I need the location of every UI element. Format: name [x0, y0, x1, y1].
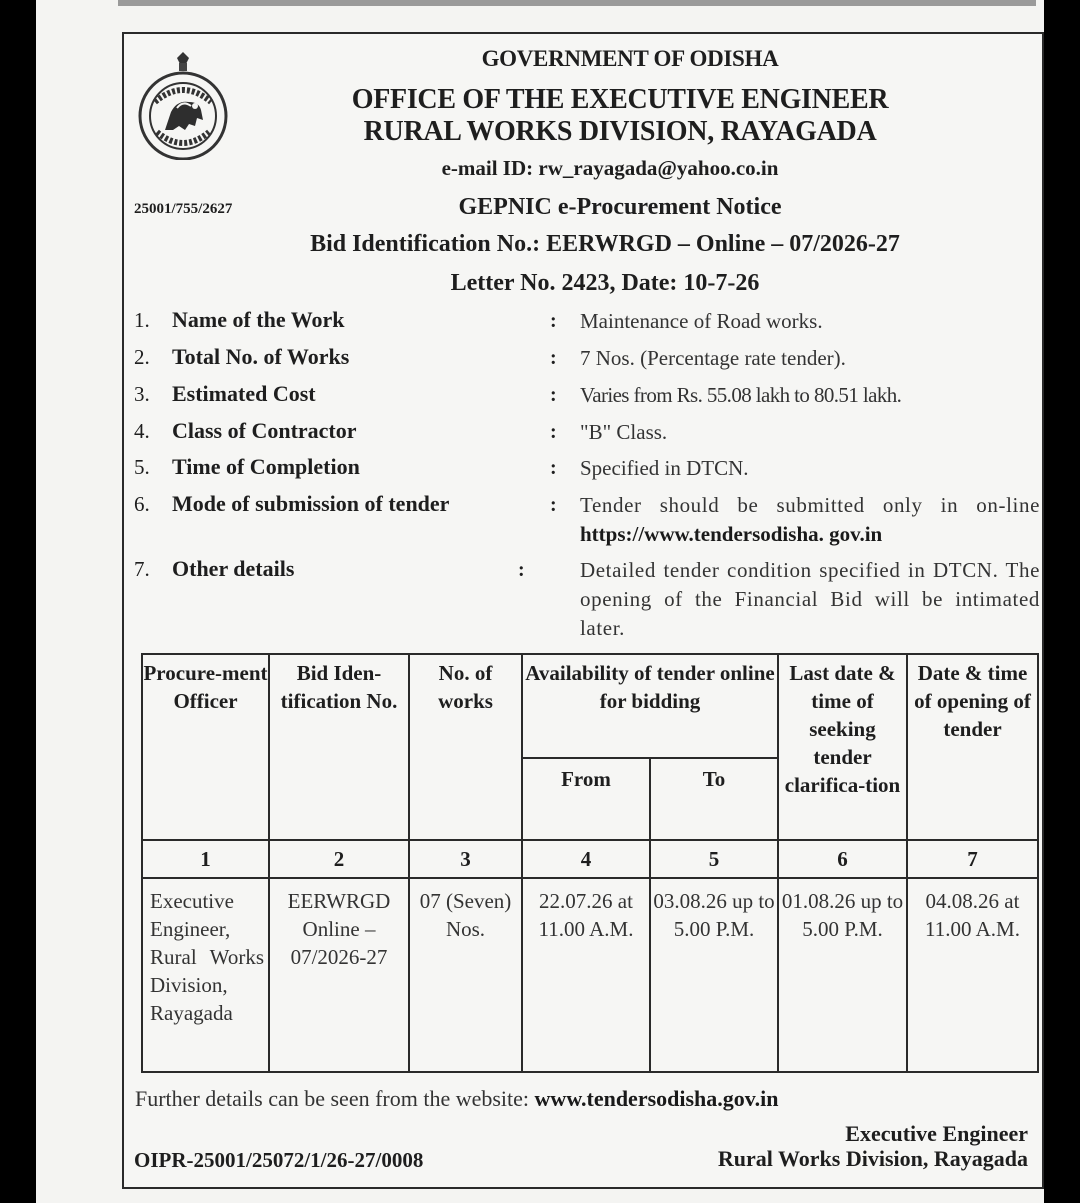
notice-title: GEPNIC e-Procurement Notice	[458, 194, 782, 220]
column-header-to: To	[650, 758, 778, 840]
item-label: Class of Contractor	[172, 418, 357, 443]
item-value: 7 Nos. (Percentage rate tender).	[580, 346, 846, 370]
previous-page-edge	[118, 0, 1036, 6]
item-number: 6.	[134, 492, 150, 516]
item-label: Other details	[172, 556, 295, 581]
item-colon: :	[550, 421, 557, 443]
government-heading: GOVERNMENT OF ODISHA	[481, 46, 779, 71]
column-header-bid-id: Bid Iden-tification No.	[269, 654, 409, 840]
cell-last-date: 01.08.26 up to 5.00 P.M.	[778, 878, 907, 1072]
item-number: 7.	[134, 557, 150, 581]
column-header-officer: Procure-ment Officer	[142, 654, 269, 840]
item-colon: :	[550, 457, 557, 479]
column-header-last-date: Last date & time of seeking tender clarifica-tion	[778, 654, 907, 840]
tender-website-link[interactable]: https://www.tendersodisha. gov.in	[580, 522, 883, 546]
column-header-opening: Date & time of opening of tender	[907, 654, 1038, 840]
item-number: 2.	[134, 345, 150, 369]
column-number-row	[142, 840, 1038, 878]
oipr-number: OIPR-25001/25072/1/26-27/0008	[134, 1148, 424, 1172]
column-header-works: No. of works	[409, 654, 522, 840]
cell-from: 22.07.26 at 11.00 A.M.	[522, 878, 650, 1072]
column-header-from: From	[522, 758, 650, 840]
column-number: 2	[269, 840, 409, 878]
item-number: 3.	[134, 382, 150, 406]
column-number: 1	[142, 840, 269, 878]
cell-opening: 04.08.26 at 11.00 A.M.	[907, 878, 1038, 1072]
item-label: Mode of submission of tender	[172, 491, 450, 516]
item-colon: :	[550, 494, 557, 516]
column-number: 7	[907, 840, 1038, 878]
tender-notice	[122, 32, 1044, 1189]
column-number: 4	[522, 840, 650, 878]
office-heading: OFFICE OF THE EXECUTIVE ENGINEER	[351, 84, 889, 115]
item-label: Estimated Cost	[172, 381, 316, 406]
item-value: Varies from Rs. 55.08 lakh to 80.51 lakh.	[580, 383, 902, 407]
item-colon: :	[550, 347, 557, 369]
division-heading: RURAL WORKS DIVISION, RAYAGADA	[363, 116, 877, 147]
column-header-availability: Availability of tender online for bidding	[522, 654, 778, 758]
item-value: Maintenance of Road works.	[580, 309, 823, 333]
footer-website-link[interactable]: www.tendersodisha.gov.in	[534, 1086, 779, 1111]
letter-number: Letter No. 2423, Date: 10-7-26	[450, 270, 760, 296]
signatory-title: Executive Engineer	[845, 1121, 1028, 1146]
item-label: Total No. of Works	[172, 344, 350, 369]
table-row	[142, 878, 1038, 1072]
tender-schedule-table	[141, 653, 1039, 1073]
item-colon: :	[550, 384, 557, 406]
cell-officer: Executive Engineer, Rural Works Division, Rayagada	[142, 878, 269, 1072]
item-value: "B" Class.	[580, 420, 668, 444]
item-number: 1.	[134, 308, 150, 332]
item-value: Specified in DTCN.	[580, 456, 749, 480]
item-label: Time of Completion	[172, 454, 360, 479]
further-details-line	[135, 1086, 778, 1112]
item-number: 4.	[134, 419, 150, 443]
item-value: Detailed tender condition specified in DTCN. The opening of the Financial Bid will be intimated later.	[580, 558, 1040, 640]
column-number: 5	[650, 840, 778, 878]
reference-code: 25001/755/2627	[134, 201, 233, 217]
bid-identification: Bid Identification No.: EERWRGD – Online – 07/2026-27	[310, 231, 900, 257]
signatory-office: Rural Works Division, Rayagada	[717, 1146, 1028, 1171]
further-details-text: Further details can be seen from the website:	[135, 1086, 530, 1111]
cell-to: 03.08.26 up to 5.00 P.M.	[650, 878, 778, 1072]
item-number: 5.	[134, 455, 150, 479]
item-value-text: Tender should be submitted only in on-line	[580, 493, 1040, 517]
item-colon: :	[550, 310, 557, 332]
column-number: 6	[778, 840, 907, 878]
item-colon: :	[518, 559, 525, 581]
cell-bid-id: EERWRGD Online – 07/2026-27	[269, 878, 409, 1072]
column-number: 3	[409, 840, 522, 878]
item-label: Name of the Work	[172, 307, 345, 332]
cell-works: 07 (Seven) Nos.	[409, 878, 522, 1072]
email-line: e-mail ID: rw_rayagada@yahoo.co.in	[441, 156, 779, 180]
item-value	[580, 491, 1040, 549]
